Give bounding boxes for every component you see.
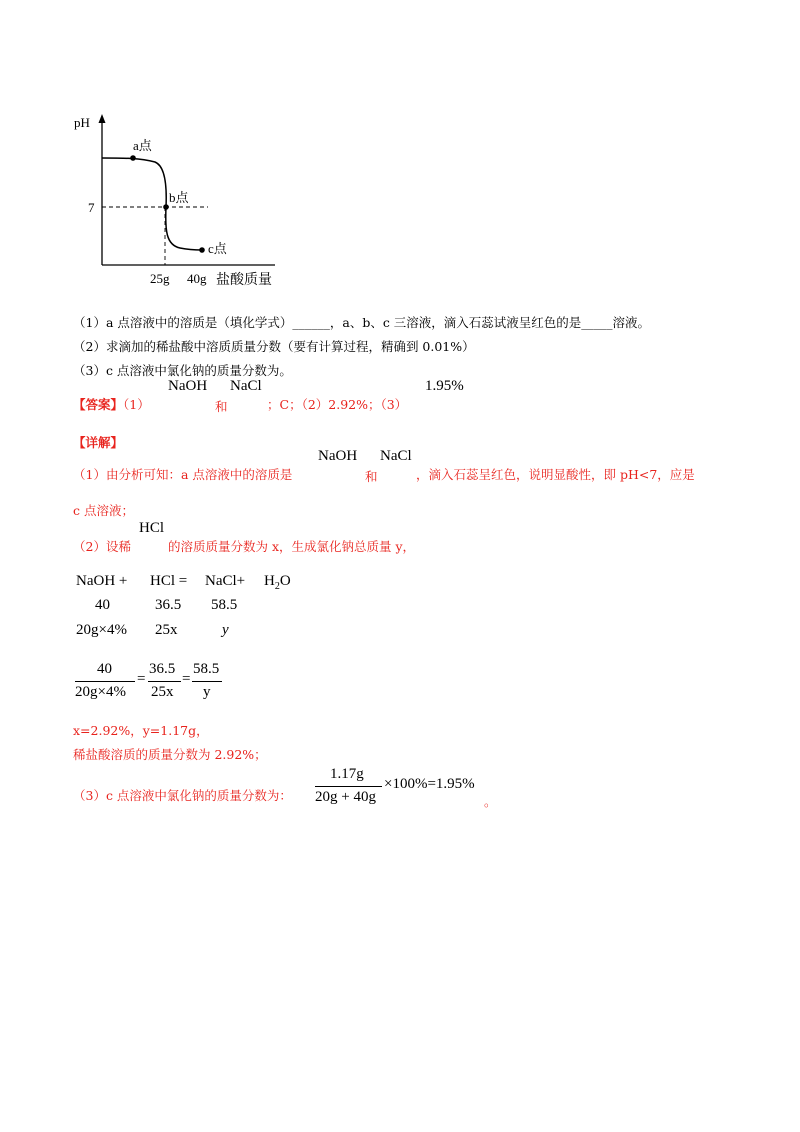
equation-h2o-subscript: 2 [274,581,280,592]
value-naoh: 20g×4% [76,622,127,638]
molar-mass-nacl: 58.5 [211,597,238,613]
x-axis-label: 盐酸质量 [216,273,272,288]
detail-nacl: NaCl [380,448,412,464]
detail-line3-pre: （2）设稀 [73,539,131,554]
point-a-marker [130,155,136,161]
detail-q3-line: （3）c 点溶液中氯化钠的质量分数为： [73,788,292,803]
point-c-marker [199,247,205,253]
point-b-marker [163,204,169,210]
ratio-1-numerator: 40 [97,661,112,677]
ratio-equals-1: = [137,671,146,687]
y-axis-label: pH [74,115,90,130]
answer-part1: （1） [123,397,150,412]
equation-h2o-h: H [264,573,275,589]
nacl-fraction-result: ×100%=1.95% [384,776,475,792]
point-c-label: c点 [208,241,227,256]
ratio-1-denominator: 20g×4% [75,684,126,700]
equation-nacl: NaCl+ [205,573,246,589]
detail-line3-post: 的溶质质量分数为 x，生成氯化钠总质量 y， [168,539,416,554]
detail-conclusion: 稀盐酸溶质的质量分数为 2.92%； [73,747,267,762]
ratio-2-denominator: 25x [151,684,174,700]
detail-and: 和 [365,469,378,484]
answer-pct: 1.95% [425,378,464,394]
end-mark: 。 [484,794,497,809]
ratio-3-denominator: y [203,684,211,700]
value-hcl: 25x [155,622,178,638]
detail-label: 【详解】 [73,435,124,450]
answer-label: 【答案】 [73,397,124,412]
equation-h2o-o: O [279,573,291,589]
ratio-1-bar [75,681,135,682]
equation-h2o [264,573,291,592]
x-tick-40g: 40g [187,271,207,286]
ratio-2-bar [148,681,181,682]
detail-hcl: HCl [139,520,165,536]
ph-curve-graph [70,110,300,290]
y-tick-7: 7 [88,200,95,215]
detail-result: x=2.92%，y=1.17g， [73,723,209,738]
answer-naoh: NaOH [168,378,208,394]
molar-mass-hcl: 36.5 [155,597,182,613]
answer-nacl: NaCl [230,378,262,394]
ratio-2-numerator: 36.5 [149,661,176,677]
detail-line1-post: ，滴入石蕊呈红色，说明显酸性，即 pH<7，应是 [416,467,695,482]
question-2: （2）求滴加的稀盐酸中溶质质量分数（要有计算过程，精确到 0.01%） [73,339,475,354]
point-b-label: b点 [169,190,189,205]
molar-mass-naoh: 40 [95,597,110,613]
detail-line1-pre: （1）由分析可知：a 点溶液中的溶质是 [73,467,293,482]
detail-naoh: NaOH [318,448,358,464]
question-1: （1）a 点溶液中的溶质是（填化学式）______，a、b、c 三溶液，滴入石蕊试液呈红色的是_____溶液。 [73,315,651,330]
answer-line [73,395,150,413]
y-axis-arrow [99,114,106,123]
ratio-3-bar [192,681,222,682]
question-3: （3）c 点溶液中氯化钠的质量分数为。 [73,363,292,378]
nacl-fraction-bar [315,786,382,787]
ratio-equals-2: = [182,671,191,687]
answer-rest: ；C；（2）2.92%；（3） [267,397,408,412]
nacl-fraction-numerator: 1.17g [330,766,364,782]
equation-naoh: NaOH + [76,573,128,589]
x-tick-25g: 25g [150,271,170,286]
nacl-fraction-denominator: 20g + 40g [315,789,376,805]
ratio-3-numerator: 58.5 [193,661,220,677]
answer-and: 和 [215,399,228,414]
equation-hcl: HCl = [150,573,188,589]
value-nacl: y [222,622,229,638]
point-a-label: a点 [133,138,152,153]
detail-line2: c 点溶液； [73,503,134,518]
